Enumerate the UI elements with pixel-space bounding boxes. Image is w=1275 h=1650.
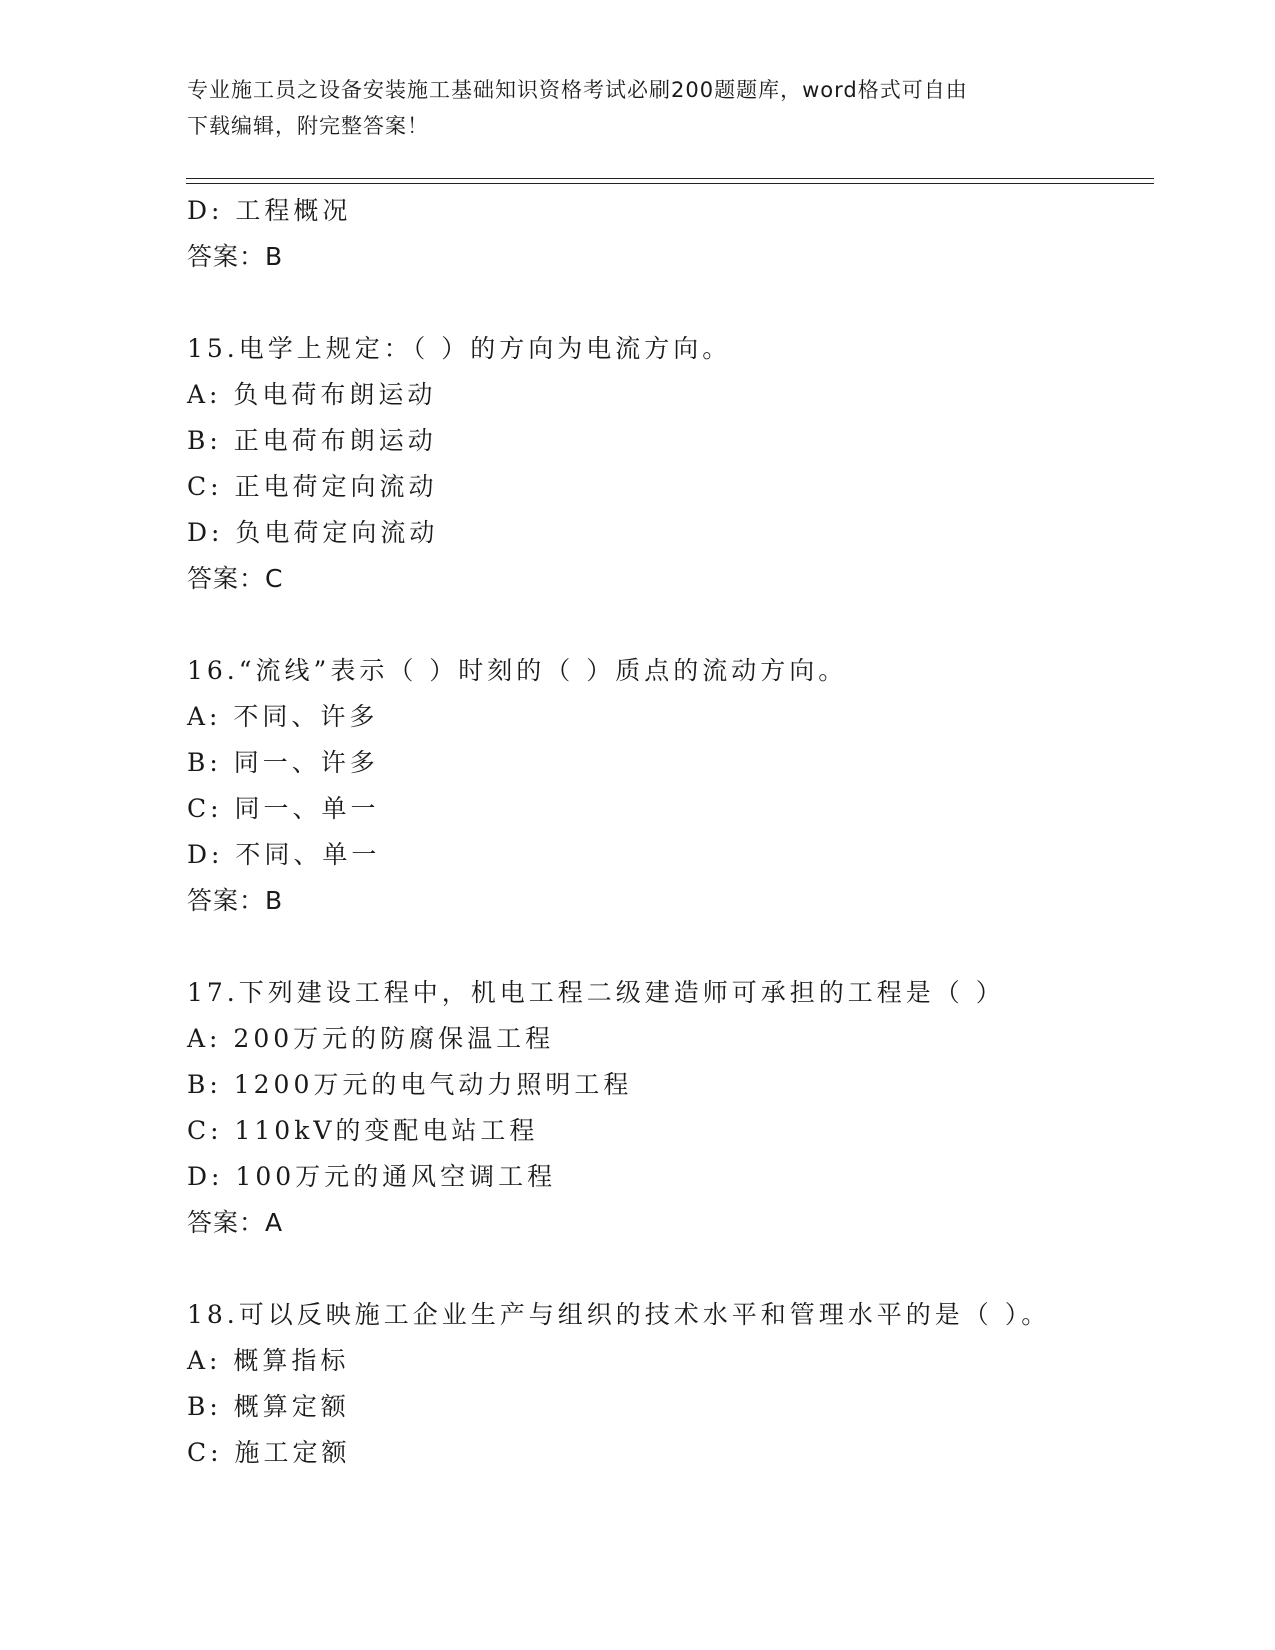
spacer	[187, 602, 1187, 648]
option-b: B: 同一、许多	[187, 748, 379, 777]
option-a: A: 概算指标	[187, 1346, 350, 1375]
option-d: D: 100万元的通风空调工程	[187, 1162, 557, 1191]
spacer	[187, 280, 1187, 326]
document-header	[187, 72, 1087, 144]
header-line-2: 下载编辑，附完整答案！	[187, 114, 429, 138]
option-b: B: 概算定额	[187, 1392, 350, 1421]
question-stem: 16.“流线”表示（ ）时刻的（ ）质点的流动方向。	[187, 656, 848, 685]
question-stem: 15.电学上规定：（ ）的方向为电流方向。	[187, 334, 732, 363]
question-stem: 17.下列建设工程中，机电工程二级建造师可承担的工程是（ ）	[187, 978, 1005, 1007]
option-c: C: 正电荷定向流动	[187, 472, 438, 501]
answer-line: 答案：B	[187, 886, 284, 915]
spacer	[187, 1246, 1187, 1292]
option-b: B: 1200万元的电气动力照明工程	[187, 1070, 633, 1099]
header-rule-bottom	[186, 183, 1154, 184]
option-c: C: 施工定额	[187, 1438, 351, 1467]
spacer	[187, 924, 1187, 970]
answer-line: 答案：A	[187, 1208, 284, 1237]
header-rule-top	[186, 178, 1154, 179]
option-c: C: 同一、单一	[187, 794, 380, 823]
option-a: A: 200万元的防腐保温工程	[187, 1024, 555, 1053]
option-d: D: 负电荷定向流动	[187, 518, 439, 547]
option-b: B: 正电荷布朗运动	[187, 426, 437, 455]
option-a: A: 负电荷布朗运动	[187, 380, 437, 409]
question-content	[187, 188, 1187, 1476]
question-stem: 18.可以反映施工企业生产与组织的技术水平和管理水平的是（ ）。	[187, 1300, 1051, 1329]
option-d: D: 不同、单一	[187, 840, 381, 869]
answer-line: 答案：B	[187, 242, 284, 271]
option-c: C: 110kV的变配电站工程	[187, 1116, 539, 1145]
option-a: A: 不同、许多	[187, 702, 379, 731]
header-line-1: 专业施工员之设备安装施工基础知识资格考试必刷200题题库，word格式可自由	[187, 78, 968, 102]
answer-line: 答案：C	[187, 564, 284, 593]
option-d: D: 工程概况	[187, 196, 352, 225]
